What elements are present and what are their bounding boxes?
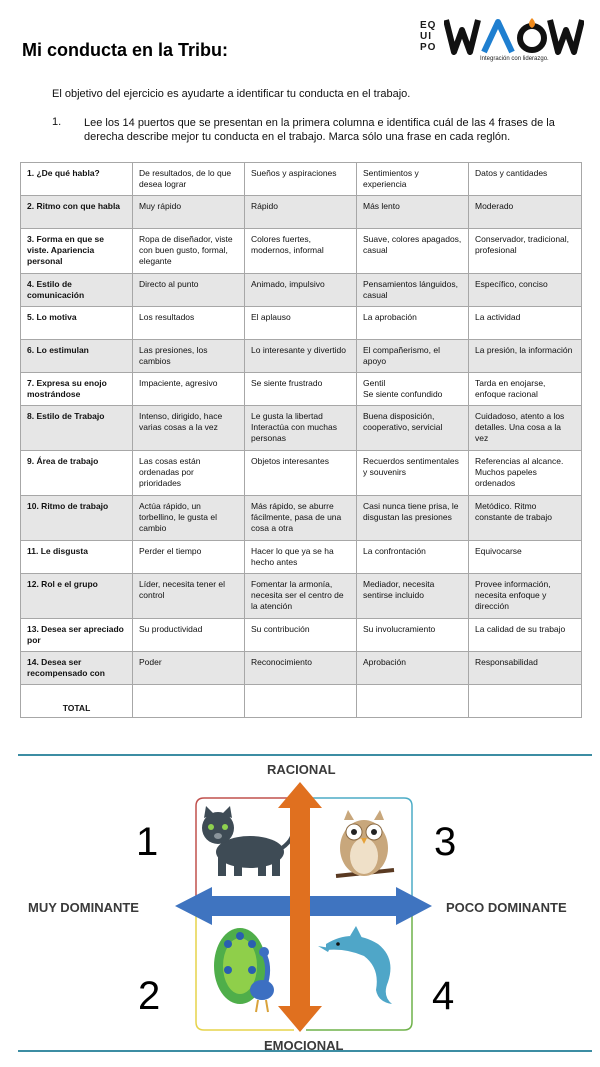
axis-label-top: RACIONAL <box>267 762 336 777</box>
table-row <box>21 406 582 451</box>
answer-option-cell[interactable]: Poder <box>133 652 245 685</box>
question-cell: 14. Desea ser recompensado con <box>21 652 133 685</box>
frame-bottom-right <box>306 912 412 1030</box>
answer-option-cell[interactable]: La aprobación <box>357 307 469 340</box>
answer-option-cell[interactable]: Objetos interesantes <box>245 451 357 496</box>
answer-option-cell[interactable]: La confrontación <box>357 541 469 574</box>
instruction-text: Lee los 14 puertos que se presentan en la primera columna e identifica cuál de las 4 frases de la derecha describe mejor tu conducta en el trabajo. Marca sólo una frase en cada reglón. <box>84 117 555 143</box>
table-row <box>21 340 582 373</box>
answer-option-cell[interactable]: Colores fuertes, modernos, informal <box>245 229 357 274</box>
answer-option-cell[interactable]: Recuerdos sentimentales y souvenirs <box>357 451 469 496</box>
answer-option-cell[interactable]: Rápido <box>245 196 357 229</box>
table-row <box>21 163 582 196</box>
answer-option-cell[interactable]: Aprobación <box>357 652 469 685</box>
answer-option-cell[interactable]: Su contribución <box>245 619 357 652</box>
horizontal-arrow <box>175 887 432 925</box>
table-row <box>21 541 582 574</box>
answer-option-cell[interactable]: Referencias al alcance. Muchos papeles ordenados <box>469 451 582 496</box>
question-cell: 3. Forma en que se viste. Apariencia personal <box>21 229 133 274</box>
axis-label-right: POCO DOMINANTE <box>446 900 567 915</box>
question-cell: 4. Estilo de comunicación <box>21 274 133 307</box>
table-row <box>21 196 582 229</box>
question-cell: 10. Ritmo de trabajo <box>21 496 133 541</box>
answer-option-cell[interactable]: Impaciente, agresivo <box>133 373 245 406</box>
quadrant-number-3: 3 <box>434 820 457 864</box>
owl-icon <box>336 810 394 876</box>
answer-option-cell[interactable]: El aplauso <box>245 307 357 340</box>
answer-option-cell[interactable]: El compañerismo, el apoyo <box>357 340 469 373</box>
answer-option-cell[interactable]: Perder el tiempo <box>133 541 245 574</box>
answer-option-cell[interactable]: Provee información, necesita enfoque y dirección <box>469 574 582 619</box>
question-cell: 13. Desea ser apreciado por <box>21 619 133 652</box>
instruction-number: 1. <box>52 116 62 128</box>
table-row <box>21 574 582 619</box>
answer-option-cell[interactable]: Su involucramiento <box>357 619 469 652</box>
answer-option-cell[interactable]: Reconocimiento <box>245 652 357 685</box>
axis-label-left: MUY DOMINANTE <box>28 900 139 915</box>
answer-option-cell[interactable]: Sentimientos y experiencia <box>357 163 469 196</box>
answer-option-cell[interactable]: Buena disposición, cooperativo, servicial <box>357 406 469 451</box>
answer-option-cell[interactable]: Muy rápido <box>133 196 245 229</box>
logo-equipo-text: EQ UI PO <box>420 20 437 53</box>
question-cell: 11. Le disgusta <box>21 541 133 574</box>
answer-option-cell[interactable]: Equivocarse <box>469 541 582 574</box>
answer-option-cell[interactable]: Su productividad <box>133 619 245 652</box>
answer-option-cell[interactable]: Ropa de diseñador, viste con buen gusto, formal, elegante <box>133 229 245 274</box>
answer-option-cell[interactable]: Líder, necesita tener el control <box>133 574 245 619</box>
waow-wordmark-icon <box>444 16 584 56</box>
intro-text: El objetivo del ejercicio es ayudarte a identificar tu conducta en el trabajo. <box>52 88 411 100</box>
answer-option-cell[interactable]: Gentil Se siente confundido <box>357 373 469 406</box>
table-row <box>21 229 582 274</box>
total-cell[interactable] <box>469 685 582 718</box>
total-row <box>21 685 582 718</box>
quadrant-number-4: 4 <box>432 974 455 1018</box>
answer-option-cell[interactable]: Cuidadoso, atento a los detalles. Una cosa a la vez <box>469 406 582 451</box>
quadrant-number-1: 1 <box>136 820 159 864</box>
answer-option-cell[interactable]: Más lento <box>357 196 469 229</box>
answer-option-cell[interactable]: Le gusta la libertad Interactúa con muchas personas <box>245 406 357 451</box>
total-label: TOTAL <box>21 685 133 718</box>
answer-option-cell[interactable]: Responsabilidad <box>469 652 582 685</box>
answer-option-cell[interactable]: Las cosas están ordenadas por prioridades <box>133 451 245 496</box>
answer-option-cell[interactable]: Tarda en enojarse, enfoque racional <box>469 373 582 406</box>
table-row <box>21 373 582 406</box>
answer-option-cell[interactable]: De resultados, de lo que desea lograr <box>133 163 245 196</box>
total-cell[interactable] <box>245 685 357 718</box>
answer-option-cell[interactable]: Metódico. Ritmo constante de trabajo <box>469 496 582 541</box>
equipo-waow-logo <box>420 16 585 66</box>
answer-option-cell[interactable]: Pensamientos lánguidos, casual <box>357 274 469 307</box>
page-title: Mi conducta en la Tribu: <box>22 40 229 60</box>
answer-option-cell[interactable]: Moderado <box>469 196 582 229</box>
total-cell[interactable] <box>133 685 245 718</box>
question-cell: 12. Rol e el grupo <box>21 574 133 619</box>
question-cell: 8. Estilo de Trabajo <box>21 406 133 451</box>
answer-option-cell[interactable]: Fomentar la armonía, necesita ser el centro de la atención <box>245 574 357 619</box>
question-cell: 5. Lo motiva <box>21 307 133 340</box>
panther-icon <box>202 806 293 876</box>
answer-option-cell[interactable]: La actividad <box>469 307 582 340</box>
answer-option-cell[interactable]: Intenso, dirigido, hace varias cosas a la vez <box>133 406 245 451</box>
quadrant-number-2: 2 <box>138 974 161 1018</box>
answer-option-cell[interactable]: La calidad de su trabajo <box>469 619 582 652</box>
frame-top-right <box>306 798 412 900</box>
section-divider-top <box>18 754 592 756</box>
answer-option-cell[interactable]: Mediador, necesita sentirse incluido <box>357 574 469 619</box>
conduct-table <box>20 162 582 718</box>
answer-option-cell[interactable]: Actúa rápido, un torbellino, le gusta el cambio <box>133 496 245 541</box>
answer-option-cell[interactable]: Específico, conciso <box>469 274 582 307</box>
table-row <box>21 652 582 685</box>
question-cell: 2. Ritmo con que habla <box>21 196 133 229</box>
frame-bottom-left <box>196 912 294 1030</box>
frame-top-left <box>196 798 294 900</box>
answer-option-cell[interactable]: La presión, la información <box>469 340 582 373</box>
question-cell: 9. Área de trabajo <box>21 451 133 496</box>
answer-option-cell[interactable]: Sueños y aspiraciones <box>245 163 357 196</box>
answer-option-cell[interactable]: Suave, colores apagados, casual <box>357 229 469 274</box>
table-row <box>21 274 582 307</box>
table-row <box>21 451 582 496</box>
answer-option-cell[interactable]: Directo al punto <box>133 274 245 307</box>
answer-option-cell[interactable]: Hacer lo que ya se ha hecho antes <box>245 541 357 574</box>
table-row <box>21 496 582 541</box>
answer-option-cell[interactable]: Más rápido, se aburre fácilmente, pasa de una cosa a otra <box>245 496 357 541</box>
answer-option-cell[interactable]: Casi nunca tiene prisa, le disgustan las presiones <box>357 496 469 541</box>
question-cell: 1. ¿De qué habla? <box>21 163 133 196</box>
table-row <box>21 619 582 652</box>
answer-option-cell[interactable]: Se siente frustrado <box>245 373 357 406</box>
dolphin-icon <box>318 926 392 1004</box>
answer-option-cell[interactable]: Las presiones, los cambios <box>133 340 245 373</box>
question-cell: 6. Lo estimulan <box>21 340 133 373</box>
table-row <box>21 307 582 340</box>
logo-tagline: Integración con liderazgo. <box>480 56 549 62</box>
answer-option-cell[interactable]: Animado, impulsivo <box>245 274 357 307</box>
answer-option-cell[interactable]: Los resultados <box>133 307 245 340</box>
answer-option-cell[interactable]: Conservador, tradicional, profesional <box>469 229 582 274</box>
peacock-icon <box>214 928 274 1012</box>
answer-option-cell[interactable]: Datos y cantidades <box>469 163 582 196</box>
total-cell[interactable] <box>357 685 469 718</box>
question-cell: 7. Expresa su enojo mostrándose <box>21 373 133 406</box>
answer-option-cell[interactable]: Lo interesante y divertido <box>245 340 357 373</box>
axis-label-bottom: EMOCIONAL <box>264 1038 344 1053</box>
vertical-arrow <box>278 782 322 1032</box>
